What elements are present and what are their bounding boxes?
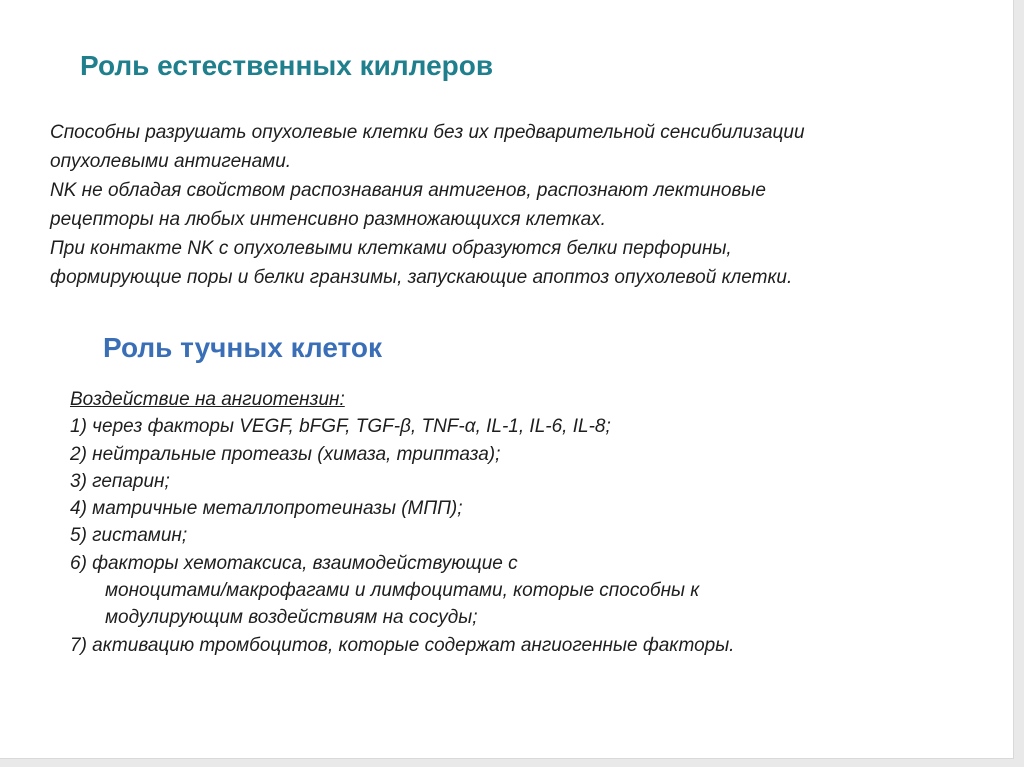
list-item-continuation: моноцитами/макрофагами и лимфоцитами, которые способны к [105,580,700,602]
nk-description [50,118,1000,292]
list-item: 2) нейтральные протеазы (химаза, триптаза); [70,443,501,465]
list-item: 1) через факторы VEGF, bFGF, TGF-β, TNF-α, IL-1, IL-6, IL-8; [70,416,611,438]
list-item: 7) активацию тромбоцитов, которые содержат ангиогенные факторы. [70,634,735,656]
title-nk-cells: Роль естественных киллеров [80,50,494,81]
list-item: 3) гепарин; [70,470,170,492]
list-item: 4) матричные металлопротеиназы (МПП); [70,498,463,520]
mast-cell-list [70,386,970,659]
list-item: 5) гистамин; [70,525,188,547]
nk-line: При контакте NK с опухолевыми клетками образуются белки перфорины, [50,238,732,259]
nk-line: Способны разрушать опухолевые клетки без их предварительной сенсибилизации [50,122,805,143]
nk-line: формирующие поры и белки гранзимы, запускающие апоптоз опухолевой клетки. [50,267,793,288]
nk-line: NK не обладая свойством распознавания антигенов, распознают лектиновые [50,180,766,201]
title-mast-cells: Роль тучных клеток [103,332,383,363]
nk-line: рецепторы на любых интенсивно размножающихся клетках. [50,209,606,230]
list-heading: Воздействие на ангиотензин: [70,389,345,410]
nk-line: опухолевыми антигенами. [50,151,292,172]
list-item: 6) факторы хемотаксиса, взаимодействующие с [70,552,518,574]
list-item-continuation: модулирующим воздействиям на сосуды; [105,607,478,629]
